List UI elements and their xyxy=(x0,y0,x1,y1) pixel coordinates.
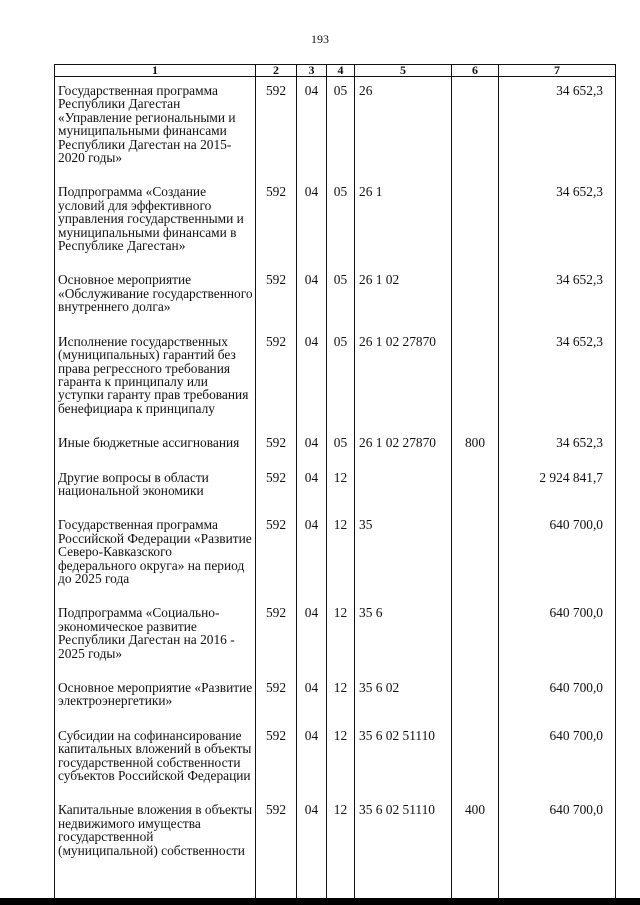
row-col-4: 05 xyxy=(327,328,355,429)
row-col-6 xyxy=(452,328,499,429)
row-col-4: 05 xyxy=(327,266,355,327)
row-col-5: 26 1 xyxy=(355,178,452,266)
row-col-6 xyxy=(452,266,499,327)
row-col-7: 640 700,0 xyxy=(499,796,616,871)
row-col-5: 35 6 02 xyxy=(355,674,452,722)
row-col-6 xyxy=(452,77,499,179)
budget-table xyxy=(54,64,616,903)
table-header-row xyxy=(55,65,616,77)
header-col-2: 2 xyxy=(256,65,297,77)
table-row xyxy=(55,511,616,599)
table-row xyxy=(55,464,616,512)
row-col-7: 2 924 841,7 xyxy=(499,464,616,512)
row-col-5: 26 1 02 27870 xyxy=(355,328,452,429)
row-col-7: 640 700,0 xyxy=(499,722,616,797)
table-row xyxy=(55,429,616,463)
row-col-6 xyxy=(452,599,499,674)
table-row xyxy=(55,77,616,179)
row-name: Государственная программа Республики Дагестан «Управление региональными и муниципальными финансами Республики Дагестан на 2015-2020 годы» xyxy=(55,77,256,179)
row-name: Другие вопросы в области национальной экономики xyxy=(55,464,256,512)
row-col-3: 04 xyxy=(297,429,327,463)
header-col-6: 6 xyxy=(452,65,499,77)
header-col-4: 4 xyxy=(327,65,355,77)
table-body xyxy=(55,77,616,904)
table-row xyxy=(55,722,616,797)
row-col-2: 592 xyxy=(256,674,297,722)
row-col-3: 04 xyxy=(297,511,327,599)
row-col-2: 592 xyxy=(256,77,297,179)
row-col-7: 34 652,3 xyxy=(499,266,616,327)
table-row xyxy=(55,266,616,327)
row-col-2: 592 xyxy=(256,266,297,327)
row-col-5: 35 6 02 51110 xyxy=(355,796,452,871)
table-row xyxy=(55,599,616,674)
row-col-5: 26 xyxy=(355,77,452,179)
row-name: Основное мероприятие «Развитие электроэнергетики» xyxy=(55,674,256,722)
row-col-3: 04 xyxy=(297,328,327,429)
table-row xyxy=(55,178,616,266)
row-col-5: 26 1 02 27870 xyxy=(355,429,452,463)
row-name: Подпрограмма «Создание условий для эффективного управления государственными и муниципальными финансами в Республике Дагестан» xyxy=(55,178,256,266)
page-number: 193 xyxy=(311,32,329,46)
row-col-6: 800 xyxy=(452,429,499,463)
header-col-7: 7 xyxy=(499,65,616,77)
row-name: Иные бюджетные ассигнования xyxy=(55,429,256,463)
row-col-7: 34 652,3 xyxy=(499,429,616,463)
table-row xyxy=(55,796,616,871)
table-row xyxy=(55,328,616,429)
scan-edge xyxy=(0,898,640,905)
row-col-2: 592 xyxy=(256,599,297,674)
row-col-4: 12 xyxy=(327,599,355,674)
row-col-2: 592 xyxy=(256,464,297,512)
row-col-3: 04 xyxy=(297,796,327,871)
row-col-6 xyxy=(452,674,499,722)
row-col-3: 04 xyxy=(297,722,327,797)
row-col-2: 592 xyxy=(256,511,297,599)
row-col-2: 592 xyxy=(256,178,297,266)
row-col-3: 04 xyxy=(297,674,327,722)
table-row xyxy=(55,674,616,722)
row-col-6 xyxy=(452,511,499,599)
row-col-4: 05 xyxy=(327,77,355,179)
row-col-5: 26 1 02 xyxy=(355,266,452,327)
row-name: Государственная программа Российской Федерации «Развитие Северо-Кавказского федерального округа» на период до 2025 года xyxy=(55,511,256,599)
row-col-4: 12 xyxy=(327,511,355,599)
row-col-5: 35 6 xyxy=(355,599,452,674)
row-name: Капитальные вложения в объекты недвижимого имущества государственной (муниципальной) собственности xyxy=(55,796,256,871)
row-col-4: 12 xyxy=(327,674,355,722)
row-col-6 xyxy=(452,178,499,266)
row-col-7: 640 700,0 xyxy=(499,511,616,599)
row-name: Подпрограмма «Социально-экономическое развитие Республики Дагестан на 2016 - 2025 годы» xyxy=(55,599,256,674)
row-name: Исполнение государственных (муниципальных) гарантий без права регрессного требования гаранта к принципалу или уступки гаранту прав требования бенефициара к принципалу xyxy=(55,328,256,429)
row-col-7: 640 700,0 xyxy=(499,599,616,674)
row-col-3: 04 xyxy=(297,77,327,179)
row-col-4: 05 xyxy=(327,429,355,463)
row-col-3: 04 xyxy=(297,178,327,266)
row-col-3: 04 xyxy=(297,266,327,327)
row-col-7: 34 652,3 xyxy=(499,178,616,266)
row-col-6: 400 xyxy=(452,796,499,871)
header-col-1: 1 xyxy=(55,65,256,77)
row-col-7: 34 652,3 xyxy=(499,328,616,429)
row-col-6 xyxy=(452,722,499,797)
row-col-2: 592 xyxy=(256,429,297,463)
row-col-2: 592 xyxy=(256,796,297,871)
row-col-2: 592 xyxy=(256,722,297,797)
row-col-4: 05 xyxy=(327,178,355,266)
row-col-6 xyxy=(452,464,499,512)
row-name: Основное мероприятие «Обслуживание государственного внутреннего долга» xyxy=(55,266,256,327)
header-col-5: 5 xyxy=(355,65,452,77)
row-col-7: 34 652,3 xyxy=(499,77,616,179)
row-col-3: 04 xyxy=(297,599,327,674)
header-col-3: 3 xyxy=(297,65,327,77)
row-col-4: 12 xyxy=(327,796,355,871)
row-col-5: 35 6 02 51110 xyxy=(355,722,452,797)
row-col-7: 640 700,0 xyxy=(499,674,616,722)
row-name: Субсидии на софинансирование капитальных вложений в объекты государственной собственности субъектов Российской Федерации xyxy=(55,722,256,797)
row-col-5: 35 xyxy=(355,511,452,599)
row-col-4: 12 xyxy=(327,464,355,512)
row-col-4: 12 xyxy=(327,722,355,797)
row-col-5 xyxy=(355,464,452,512)
row-col-3: 04 xyxy=(297,464,327,512)
row-col-2: 592 xyxy=(256,328,297,429)
